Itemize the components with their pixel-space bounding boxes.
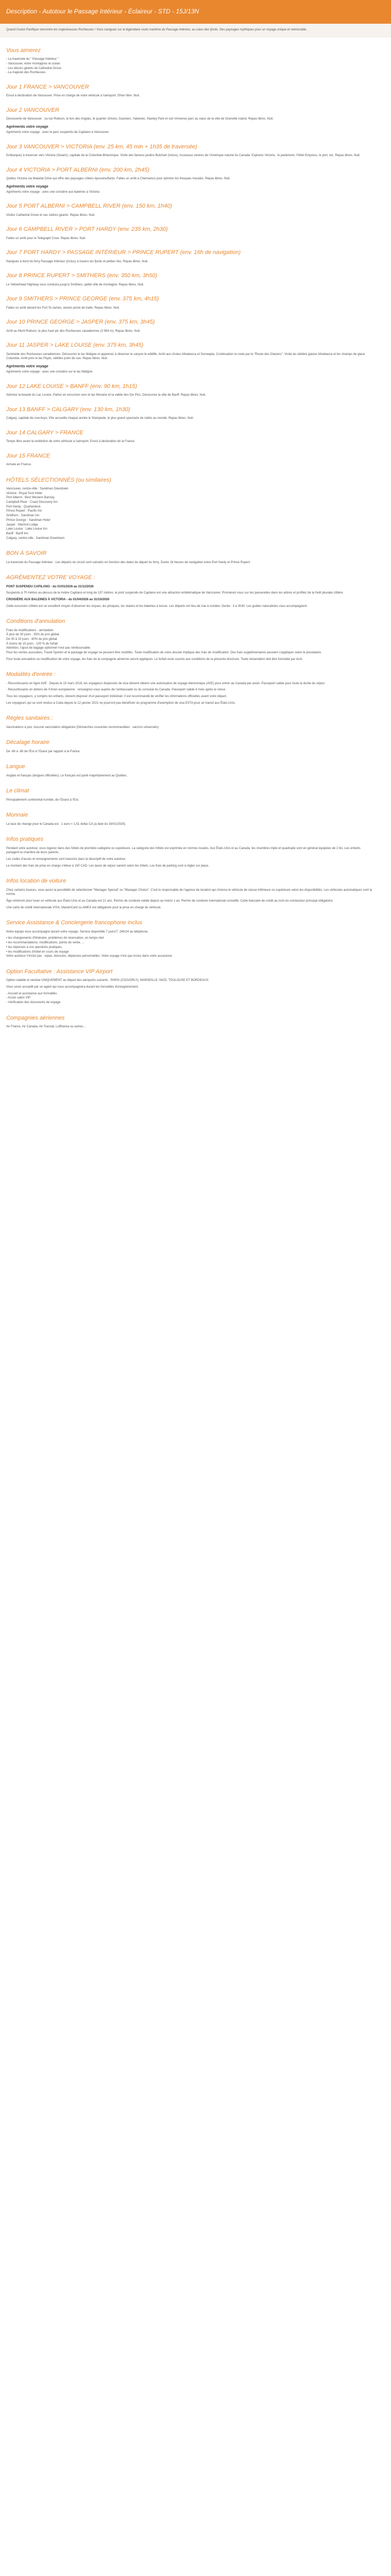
practical-title: Infos pratiques (6, 836, 44, 843)
jetlag-title: Décalage horaire (6, 739, 50, 746)
day-title: Jour 15 FRANCE (6, 452, 50, 459)
services-item: • les changements d'itinéraire, problèmes de réservation, en temps réel (6, 937, 104, 940)
conditions-item: De 30 à 15 jours : 80% du prix global (6, 637, 57, 641)
currency-text: Le taux de change pour le Canada est : 1 euro = 1,51 dollar CA (à date du 16/01/2025). (6, 822, 126, 826)
day-title: Jour 1 FRANCE > VANCOUVER (6, 83, 89, 90)
climate-title: Le climat (6, 788, 29, 794)
hotel-item: Calgary, centre-ville : Sandman Downtown (6, 536, 64, 540)
day-text: Arrivée en France. (6, 463, 32, 467)
day-text: Calgary, capitale de cow-boys. Elle accueille chaque année le Stampede, le plus grand spectacle de rodéo au monde. Repas libres. Nuit. (6, 417, 194, 420)
day-text: Quittez Victoria via Malahat Drive qui offre des paysages côtiers époustouflants. Faites un arrêt à Chemainus pour admirer les fresques murales. Repas libres. Nuit. (6, 177, 231, 180)
formalities-text: - Ressortissants en ligne AVE : Depuis le 15 mars 2016, les voyageurs dispensés de visa doivent obtenir une autorisation de voyage électronique (AVE) pour entrer au Canada par avion. Passeport valide pour toute la durée du séjour. (6, 682, 325, 685)
day-title: Jour 2 VANCOUVER (6, 107, 59, 113)
services-item: • les réponses à vos questions pratiques. (6, 945, 63, 949)
formalities-title: Modalités d'entrée : (6, 671, 56, 678)
formalities-text-3: Tous les voyageurs, y compris les enfants, doivent disposer d'un passeport individuel. Il est recommandé de vérifier les informations officielles avant votre départ. (6, 695, 227, 699)
hotel-item: Lake Louise : Lake Louise Inn (6, 528, 47, 531)
car-rental-text-3: Une carte de crédit internationale VISA, MasterCard ou AMEX est obligatoire pour la prise en charge du véhicule. (6, 906, 161, 909)
companies-text: Air France, Air Canada, Air Transat, Lufthansa ou autres... (6, 1025, 86, 1028)
health-title: Règles sanitaires : (6, 715, 53, 722)
day-title: Jour 6 CAMPBELL RIVER > PORT HARDY (env. 235 km, 2h30) (6, 226, 168, 233)
services-text: Notre équipe vous accompagne durant votre voyage. Service disponible 7 jours/7, 24h/24 au téléphone. (6, 930, 149, 934)
option-item: - Accueil et assistance aux formalités (6, 992, 57, 995)
day-title: Jour 4 VICTORIA > PORT ALBERNI (env. 200 km, 2h45) (6, 166, 150, 173)
day-title: Jour 11 JASPER > LAKE LOUISE (env. 375 km, 3h45) (6, 342, 143, 349)
highlights-title: Vous aimerez (6, 47, 41, 54)
highlight-item: - La majesté des Rocheuses (6, 71, 46, 75)
addon-title: Agréments votre voyage (6, 365, 48, 368)
day-text: Faites un arrêt devant les Fort St-James, ancien poste de traite. Repas libres. Nuit. (6, 306, 120, 310)
addon-title: Agréments votre voyage (6, 184, 48, 189)
day-text: Faites un arrêt pour le Telegraph Cove. Repas libres. Nuit. (6, 236, 86, 240)
hotel-item: Vancouver, centre-ville : Sandman Downtown (6, 487, 69, 491)
formalities-text-2: - Ressortissants en dehors de l'Union européenne : renseignez-vous auprès de l'ambassade ou du consulat du Canada. Passeport valide 6 mois après le retour. (6, 688, 226, 692)
services-item: • les modifications d'hôtel en cours de voyage (6, 950, 69, 954)
day-title: Jour 7 PORT HARDY > PASSAGE INTÉRIEUR > PRINCE RUPERT (env. 16h de navigation) (6, 249, 241, 256)
day-text: Naviguez à bord du ferry Passage Intérieur (inclus) à travers les fjords et petites îles. Repas libres. Nuit. (6, 260, 149, 263)
hotel-item: Prince Rupert : Pacific Inn (6, 510, 42, 513)
services-title: Service Assistance & Conciergerie francophone inclus (6, 920, 142, 926)
agree-title: AGRÉMENTEZ VOTRE VOYAGE : (6, 574, 95, 581)
addon-title: Agréments votre voyage (6, 125, 48, 129)
conditions-list (6, 629, 372, 651)
currency-title: Monnaie (6, 812, 28, 819)
day-text: Agréments votre voyage : avec une croisière sur le lac Maligne (6, 370, 93, 374)
hotel-item: Jasper : Marmot Lodge (6, 523, 38, 527)
option-item: - Accès salon VIP (6, 996, 31, 1000)
highlight-item: - La traversée du " Passage Intérieur " (6, 58, 59, 61)
content (0, 47, 379, 1029)
day-text: Envol à destination de Vancouver. Prise en charge de votre véhicule à l'aéroport. Dîner libre. Nuit. (6, 94, 140, 98)
day-title: Jour 13 BANFF > CALGARY (env. 130 km, 1h30) (6, 406, 131, 413)
day-text: Admirez la beauté du Lac Louise. Partez en excursion vers le lac Moraine et la vallée des Dix Pics. Découvrez la ville de Banff. Repas libres. Nuit. (6, 394, 206, 397)
language-title: Langue (6, 764, 25, 770)
day-text: Visitez Cathedral Grove et ses cèdres géants. Repas libres. Nuit. (6, 213, 95, 217)
day-title: Jour 9 SMITHERS > PRINCE GEORGE (env. 375 km, 4h15) (6, 296, 159, 302)
health-text: Vaccinations à jour. Aucune vaccination obligatoire (Démarches courantes recommandées : vaccins universels). (6, 725, 160, 729)
language-text: Anglais et français (langues officielles). Le français est parlé majoritairement au Québec. (6, 774, 128, 777)
services-item: • les recommandations, modifications, points de vente, ... (6, 941, 85, 945)
option-text-2: Vous serez accueilli par un agent qui vous accompagnera durant les formalités d'enregistrement. (6, 985, 139, 989)
agree-text-2: Cette excursion côtière est un excellent moyen d'observer les orques, les phoques, les otaries et les baleines à bosse. Les départs ont lieu de mai à octobre. Durée : 3 à 3h30. Les guides naturalistes vous accompagnent. (6, 604, 308, 608)
agree-text: Suspendu à 70 mètres au-dessus de la rivière Capilano et long de 137 mètres, le pont suspendu de Capilano est une attraction emblématique de Vancouver. Promenez-vous sur les passerelles dans les arbres et profitez de la forêt pluviale côtière. (6, 591, 344, 595)
conditions-item: Frais de modifications - annulation : (6, 629, 55, 632)
hotel-item: Banff : Banff Inn (6, 532, 28, 535)
hotels-list (6, 487, 372, 540)
climate-text: Principalement continental humide, de l'Ouest à l'Est. (6, 798, 79, 802)
formalities-text-4: Les voyageurs qui se sont rendus à Cuba depuis le 12 janvier 2021 ne pourront pas bénéficier du programme d'exemption de visa ESTA pour un transit aux États-Unis. (6, 701, 236, 705)
hotel-item: Port Hardy : Quarterdeck (6, 505, 41, 509)
good-to-know-text: La traversée du Passage Intérieur : Les départs du circuit sont calculés en fonction des dates de départ du ferry. Durée 16 heures de navigation entre Port Hardy et Prince Rupert. (6, 561, 251, 564)
day-title: Jour 10 PRINCE GEORGE > JASPER (env. 375 km, 3h45) (6, 319, 155, 326)
itinerary (6, 83, 372, 467)
option-text: Option valable et vendue UNIQUEMENT au départ des aéroports suivants : PARIS (CDG/ORLY), MARSEILLE, NICE, TOULOUSE ET BORDEAUX. (6, 979, 209, 982)
hotel-item: Victoria : Royal Scot Hotel (6, 492, 42, 495)
services-text-2: Votre autotour n'inclut pas : repas, boissons, dépenses personnelles. Votre voyage n'est pas inclus dans votre assurance. (6, 955, 173, 958)
services-list (6, 936, 372, 954)
car-rental-title: Infos location de voiture (6, 878, 67, 885)
hotel-item: Prince George : Sandman Hotel (6, 518, 51, 522)
day-title: Jour 3 VANCOUVER > VICTORIA (env. 25 km, 45 min + 1h35 de traversée) (6, 143, 198, 150)
conditions-text: Pour les ventes associées, Travel System et le package de voyage ne peuvent être modifiés. Toute modification de votre dossier implique des frais de modification. Des frais supplémentaires peuvent s'appliquer selon le prestataire. (6, 651, 322, 655)
day-text: Agréments votre voyage : avec une croisière aux baleines à Victoria (6, 190, 100, 194)
car-rental-text-2: Âge minimum pour louer un véhicule aux États-Unis et au Canada est 21 ans. Permis de conduire valide depuis au moins 1 an. Permis de conduire international conseillé. Carte bancaire de crédit au nom du conducteur principal obligatoire. (6, 900, 334, 903)
conditions-title: Conditions d'annulation (6, 618, 66, 625)
conditions-item: À moins de 15 jours : 100 % du forfait (6, 642, 58, 646)
day-title: Jour 14 CALGARY > FRANCE (6, 429, 84, 436)
option-item: - Vérification des documents de voyage (6, 1001, 61, 1004)
hotel-item: Campbell River : Coast Discovery Inn (6, 501, 58, 504)
agree-lead-2: CROISIÈRE AUX BALEINES À VICTORIA - du 01/04/2026 au 31/10/2026 (6, 598, 109, 601)
day-text: Embarquez à traverser vers Victoria (Swartz), capitale de la Colombie-Britannique. Visite des fameux jardins Butchart (inclus), nouveaux centres de l'Amérique naturel du Canada. Explorez Victoria : le parlement, l'hôtel Empress, le port, etc. Repas libres. Nuit. (6, 154, 361, 157)
agree-lead: PONT SUSPENDU CAPILANO - du 01/01/2026 au 31/12/2026 (6, 585, 94, 588)
car-rental-text: Chez certains loueurs, vous aurez la possibilité de sélectionner "Manager Special" ou "Manager Choice". C'est le responsable de l'agence de location qui choisira le véhicule de classe inférieure ou supérieure selon les disponibilités. Les véhicules automatiques sont la norme. (6, 888, 372, 896)
day-title: Jour 12 LAKE LOUISE > BANFF (env. 90 km, 1h15) (6, 383, 137, 389)
conditions-text-2: Pour toute annulation ou modification de votre voyage, les frais de la compagnie aérienne seront appliqués. Le forfait reste soumis aux conditions de la présente brochure. Toute réclamation doit être formulée par écrit. (6, 657, 303, 661)
practical-text-3: Le montant des frais de prise en charge s'élève à 150 CAD. Les taxes de séjour varient selon les hôtels. Les frais de parking sont à régler sur place. (6, 864, 209, 868)
practical-text: Pendant votre autotour, vous logerez dans des hôtels de première catégorie ou supérieure. La catégorie des hôtels est exprimée en normes locales. Aux États-Unis et au Canada, les chambres triple et quadruple sont en général équipées de 2 lits. Les enfants partagent la chambre de leurs parents. (6, 846, 361, 855)
highlight-item: - Vancouver, entre montagnes et océan (6, 62, 60, 65)
conditions-item: À plus de 30 jours : 35% du prix global (6, 633, 59, 637)
practical-text-2: Les codes d'accès et renseignements sont transmis dans le descriptif de votre autotour. (6, 858, 126, 861)
hotel-item: Smithers : Sandman Inn (6, 514, 40, 518)
day-text: Le Yellowhead Highway vous conduira jusqu'à Smithers, petite ville de montagne. Repas libres. Nuit. (6, 283, 144, 286)
day-text: Arrêt au Mont Robson, le plus haut pic des Rocheuses canadiennes (3 954 m). Repas libres. Nuit. (6, 329, 141, 333)
day-text: Temps libre avant la restitution de votre véhicule à l'aéroport. Envol à destination de la France. (6, 440, 136, 444)
hotel-item: Port Alberni : Best Western Barclay (6, 496, 55, 500)
day-text: Agréments votre voyage : avec le parc suspendu de Capilano à Vancouver (6, 130, 109, 134)
page-title: Description - Autotour le Passage Intérieur - Éclaireur - STD - 15J/13N (6, 8, 199, 15)
highlight-item: - Les décors géants de Cathedral Grove (6, 66, 61, 70)
option-title: Option Facultative : Assistance VIP Airport (6, 968, 113, 975)
option-list (6, 992, 372, 1005)
intro: Quand l'ouest Pacifique rencontre les majestueuses Rocheuses ! Vous naviguez sur la légendaire route maritime du Passage Intérieur, au cœur des fjords. Des paysages mythiques pour un voyage unique et mémorable. (0, 24, 391, 38)
companies-title: Compagnies aériennes (6, 1014, 65, 1021)
day-text: Sentinelle des Rocheuses canadiennes. Découvrez le lac Maligne et apprenez à observer le canyon le wildlife. Arrêt aux chutes Athabasca et Sunwapta. Continuation la route par le "Route des Glaciers". Visite du célèbre glacier Athabasca et les champs de glace Columbia. Arrêt près le lac Peyto, célèbre point de vue. Repas libres. Nuit. (6, 352, 365, 361)
conditions-item: Attention, l'ajout de bagage optionnel n'est pas remboursable. (6, 647, 91, 650)
hotels-title: HÔTELS SÉLECTIONNÉS (ou similaires) (6, 477, 111, 483)
highlights-list (6, 57, 372, 75)
day-title: Jour 8 PRINCE RUPERT > SMITHERS (env. 350 km, 3h50) (6, 273, 157, 279)
day-title: Jour 5 PORT ALBERNI > CAMPBELL RIVER (env. 150 km, 1h40) (6, 203, 172, 210)
page-header (0, 0, 391, 24)
day-text: Découverte de Vancouver : sa rue Robson, le lion des Anglais, le quartier chinois, Gastown, Yaletown, Stanley Park et son immense parc au cœur de la ville de Granville Island. Repas libres. Nuit. (6, 117, 274, 121)
jetlag-text: De -6h à -9h de l'Est à l'Ouest par rapport à la France. (6, 750, 81, 753)
good-to-know-title: BON À SAVOIR (6, 550, 47, 557)
